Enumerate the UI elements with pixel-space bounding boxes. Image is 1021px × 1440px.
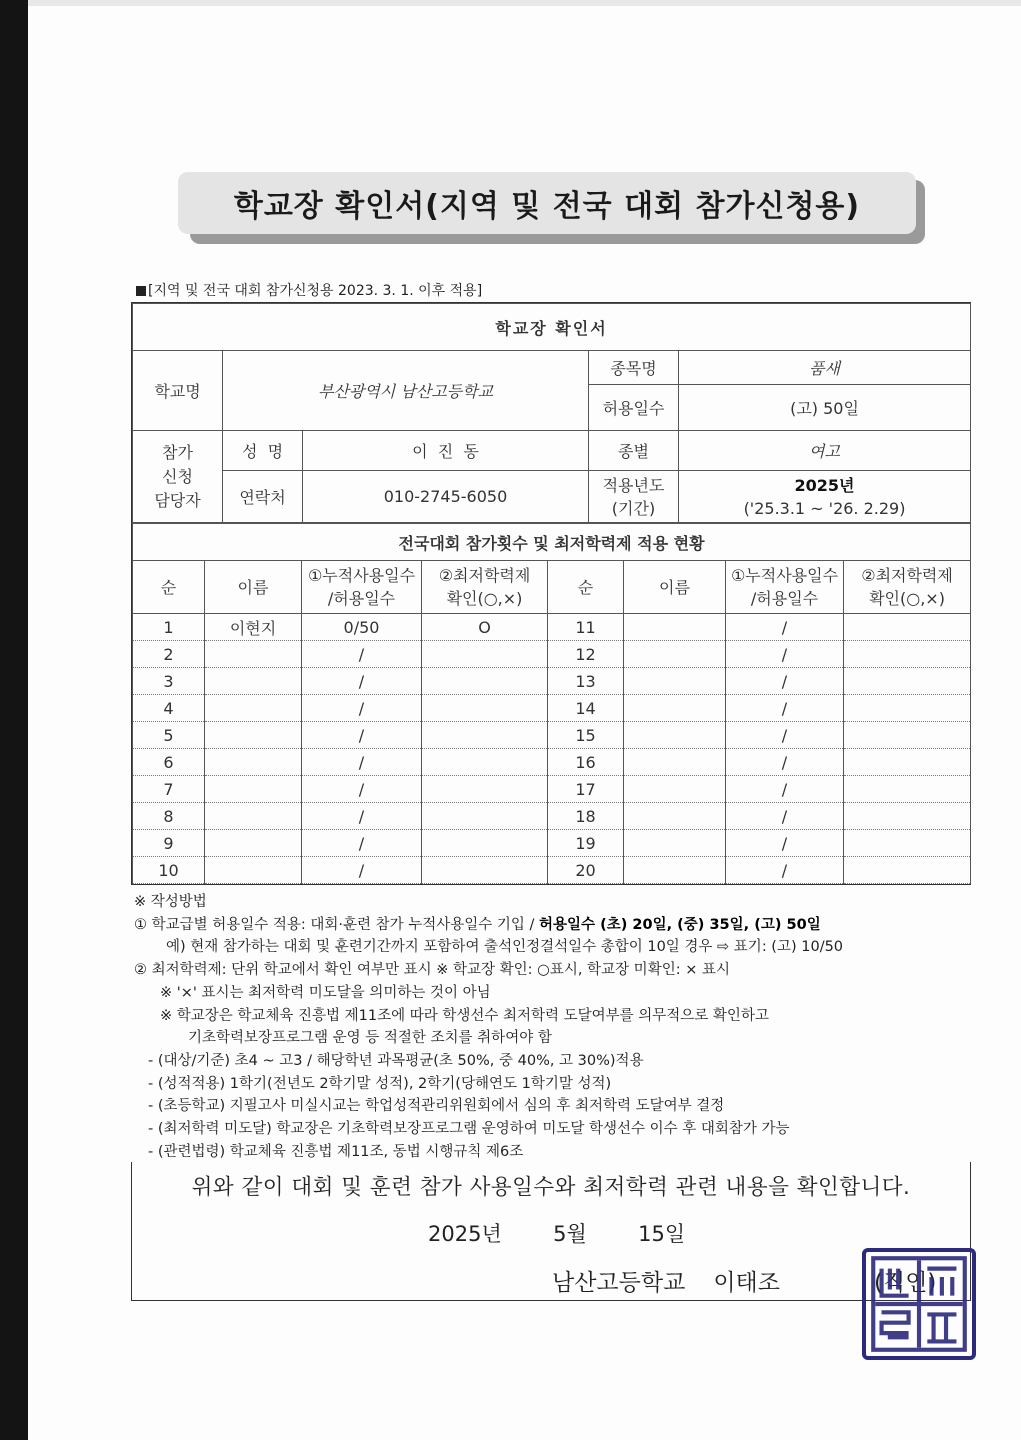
row-name-2	[624, 722, 726, 749]
instruction-line-10: - (최저학력 미도달) 학교장은 기초학력보장프로그램 운영하여 미도달 학생선수 이수 후 대회참가 가능	[148, 1121, 790, 1138]
row-no: 5	[133, 722, 205, 749]
form-info-table	[132, 303, 971, 523]
row-no-2: 11	[548, 614, 624, 641]
row-days-2: /	[726, 614, 844, 641]
table-row	[133, 722, 971, 749]
name-value: 이 진 동	[303, 431, 589, 471]
date-month: 5월	[553, 1222, 587, 1246]
row-days: /	[302, 776, 422, 803]
confirmation-text: 위와 같이 대회 및 훈련 참가 사용일수와 최저학력 관련 내용을 확인합니다.	[191, 1175, 911, 1200]
col-header-days-2: ①누적사용일수 /허용일수	[726, 561, 844, 614]
row-name-2	[624, 803, 726, 830]
row-no: 8	[133, 803, 205, 830]
seal-glyph-icon	[866, 1252, 972, 1356]
row-no: 6	[133, 749, 205, 776]
col-header-name-2: 이름	[624, 561, 726, 614]
instruction-line-5: ※ 학교장은 학교체육 진흥법 제11조에 따라 학생선수 최저학력 도달여부를 의무적으로 확인하고	[160, 1007, 769, 1024]
row-days: /	[302, 668, 422, 695]
table-row	[133, 857, 971, 884]
category-label: 종별	[589, 431, 679, 471]
row-days-2: /	[726, 749, 844, 776]
table-row	[133, 641, 971, 668]
instruction-line-11: - (관련법령) 학교체육 진흥법 제11조, 동법 시행규칙 제6조	[148, 1143, 524, 1160]
row-no-2: 15	[548, 722, 624, 749]
row-check-2	[844, 614, 971, 641]
row-no: 1	[133, 614, 205, 641]
table-row	[133, 695, 971, 722]
row-name	[205, 668, 302, 695]
row-no-2: 12	[548, 641, 624, 668]
row-days: /	[302, 830, 422, 857]
row-days: /	[302, 857, 422, 884]
confirmation-form	[131, 302, 971, 885]
row-check-2	[844, 776, 971, 803]
col-header-check-2: ②최저학력제 확인(○,×)	[844, 561, 971, 614]
instruction-line-1-bold: 허용일수 (초) 20일, (중) 35일, (고) 50일	[539, 916, 821, 933]
row-days-2: /	[726, 695, 844, 722]
row-check	[422, 830, 548, 857]
row-check-2	[844, 803, 971, 830]
row-check	[422, 803, 548, 830]
instruction-line-3: ② 최저학력제: 단위 학교에서 확인 여부만 표시 ※ 학교장 확인: ○표시, 학교장 미확인: × 표시	[134, 962, 730, 979]
row-no-2: 14	[548, 695, 624, 722]
row-no: 10	[133, 857, 205, 884]
row-check-2	[844, 830, 971, 857]
row-check-2	[844, 695, 971, 722]
table-row	[133, 668, 971, 695]
school-value: 부산광역시 남산고등학교	[223, 351, 589, 431]
col-header-no-2: 순	[548, 561, 624, 614]
row-name	[205, 722, 302, 749]
row-days: /	[302, 722, 422, 749]
col-header-days: ①누적사용일수 /허용일수	[302, 561, 422, 614]
row-no: 2	[133, 641, 205, 668]
note-text: [지역 및 전국 대회 참가신청용 2023. 3. 1. 이후 적용]	[148, 283, 483, 299]
row-no: 4	[133, 695, 205, 722]
row-check-2	[844, 668, 971, 695]
row-name	[205, 776, 302, 803]
row-no: 9	[133, 830, 205, 857]
confirmation-date	[428, 1218, 693, 1248]
title-banner	[178, 172, 916, 234]
confirmation-block	[131, 1162, 971, 1301]
year-value: 2025년	[794, 475, 855, 495]
section-title: 전국대회 참가횟수 및 최저학력제 적용 현황	[133, 524, 971, 561]
row-name-2	[624, 776, 726, 803]
contact-value: 010-2745-6050	[303, 471, 589, 523]
row-check	[422, 695, 548, 722]
instruction-line-4: ※ '×' 표시는 최저학력 미도달을 의미하는 것이 아님	[160, 984, 491, 1001]
year-label: 적용년도 (기간)	[589, 471, 679, 523]
row-name-2	[624, 614, 726, 641]
row-days: /	[302, 803, 422, 830]
row-check-2	[844, 857, 971, 884]
instructions	[134, 891, 968, 1163]
row-name-2	[624, 830, 726, 857]
table-row	[133, 776, 971, 803]
row-days: /	[302, 749, 422, 776]
row-name: 이현지	[205, 614, 302, 641]
row-name-2	[624, 857, 726, 884]
school-seal-stamp	[862, 1248, 976, 1360]
row-days-2: /	[726, 722, 844, 749]
event-label: 종목명	[589, 351, 679, 385]
row-check	[422, 722, 548, 749]
row-check-2	[844, 641, 971, 668]
row-name-2	[624, 641, 726, 668]
form-title: 학교장 확인서	[133, 304, 971, 351]
row-days: /	[302, 641, 422, 668]
table-row	[133, 803, 971, 830]
category-value: 여고	[679, 431, 971, 471]
row-name	[205, 857, 302, 884]
banner-title: 학교장 확인서(지역 및 전국 대회 참가신청용)	[233, 189, 861, 224]
name-label: 성 명	[223, 431, 303, 471]
date-day: 15일	[638, 1222, 686, 1246]
row-days-2: /	[726, 803, 844, 830]
row-days-2: /	[726, 830, 844, 857]
participation-table	[132, 523, 971, 884]
instruction-line-9: - (초등학교) 지필고사 미실시교는 학업성적관리위원회에서 심의 후 최저학력 도달여부 결정	[148, 1098, 725, 1115]
allowed-days-label: 허용일수	[589, 385, 679, 431]
col-header-check: ②최저학력제 확인(○,×)	[422, 561, 548, 614]
row-days: /	[302, 695, 422, 722]
square-bullet-icon	[136, 286, 146, 296]
scan-edge	[0, 0, 28, 1440]
instruction-line-8: - (성적적용) 1학기(전년도 2학기말 성적), 2학기(당해연도 1학기말 성적)	[148, 1075, 612, 1092]
row-name-2	[624, 668, 726, 695]
applicability-note	[136, 280, 482, 300]
row-no-2: 16	[548, 749, 624, 776]
event-value: 품새	[679, 351, 971, 385]
signature-line	[552, 1264, 780, 1297]
row-check-2	[844, 749, 971, 776]
row-days-2: /	[726, 776, 844, 803]
row-no: 3	[133, 668, 205, 695]
col-header-no: 순	[133, 561, 205, 614]
instruction-line-6: 기초학력보장프로그램 운영 등 적절한 조치를 취하여야 함	[188, 1030, 552, 1047]
period-value: ('25.3.1 ~ '26. 2.29)	[743, 498, 906, 518]
allowed-days-value: (고) 50일	[679, 385, 971, 431]
seal-label: (직인)	[874, 1270, 937, 1296]
row-check	[422, 857, 548, 884]
year-cell	[679, 471, 971, 523]
row-days: 0/50	[302, 614, 422, 641]
participation-rows	[133, 614, 971, 884]
row-name	[205, 641, 302, 668]
principal-name: 이태조	[713, 1270, 780, 1296]
instructions-heading: ※ 작성방법	[134, 894, 207, 910]
instruction-line-1	[134, 914, 968, 937]
row-no-2: 13	[548, 668, 624, 695]
scan-top-edge	[28, 0, 1021, 6]
row-name	[205, 830, 302, 857]
row-name	[205, 749, 302, 776]
col-header-name: 이름	[205, 561, 302, 614]
instruction-line-2: 예) 현재 참가하는 대회 및 훈련기간까지 포함하여 출석인정결석일수 총합이 10일 경우 ⇨ 표기: (고) 10/50	[166, 939, 844, 956]
date-year: 2025년	[428, 1222, 502, 1246]
row-days-2: /	[726, 668, 844, 695]
instruction-line-1-text: ① 학교급별 허용일수 적용: 대회·훈련 참가 누적사용일수 기입 /	[134, 916, 540, 933]
row-check: O	[422, 614, 548, 641]
row-days-2: /	[726, 857, 844, 884]
row-days-2: /	[726, 641, 844, 668]
row-check	[422, 641, 548, 668]
row-name-2	[624, 749, 726, 776]
row-check	[422, 776, 548, 803]
row-no: 7	[133, 776, 205, 803]
row-check	[422, 668, 548, 695]
table-row	[133, 749, 971, 776]
row-check-2	[844, 722, 971, 749]
applicant-label: 참가 신청 담당자	[133, 431, 223, 523]
contact-label: 연락처	[223, 471, 303, 523]
school-name: 남산고등학교	[552, 1270, 686, 1296]
table-row	[133, 830, 971, 857]
row-no-2: 18	[548, 803, 624, 830]
row-name	[205, 695, 302, 722]
row-check	[422, 749, 548, 776]
row-no-2: 19	[548, 830, 624, 857]
row-name-2	[624, 695, 726, 722]
row-name	[205, 803, 302, 830]
table-row	[133, 614, 971, 641]
row-no-2: 17	[548, 776, 624, 803]
school-label: 학교명	[133, 351, 223, 431]
row-no-2: 20	[548, 857, 624, 884]
instruction-line-7: - (대상/기준) 초4 ~ 고3 / 해당학년 과목평균(초 50%, 중 40%, 고 30%)적용	[148, 1052, 644, 1069]
